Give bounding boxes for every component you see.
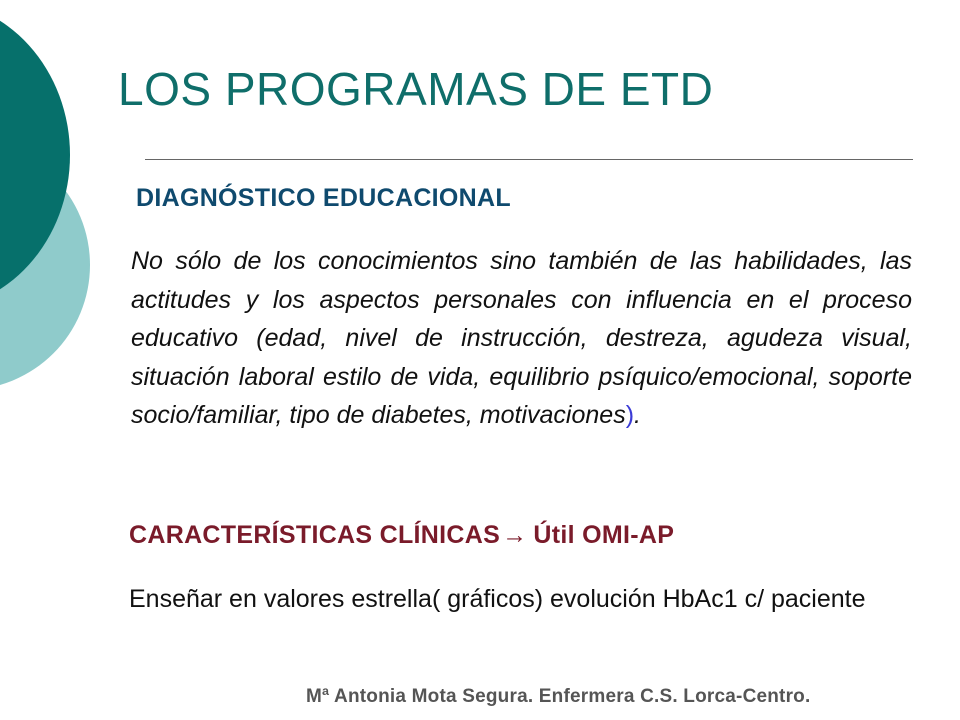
paragraph-closing-paren: ) (625, 401, 635, 430)
section-heading-diagnostico: DIAGNÓSTICO EDUCACIONAL (136, 184, 511, 212)
section-paragraph-diagnostico (131, 242, 912, 435)
heading-text-pre: CARACTERÍSTICAS CLÍNICAS (129, 521, 501, 549)
title-divider (145, 159, 913, 160)
slide-footer-author: Mª Antonia Mota Segura. Enfermera C.S. Lorca-Centro. (306, 686, 811, 707)
slide-title: LOS PROGRAMAS DE ETD (118, 63, 714, 115)
paragraph-text: No sólo de los conocimientos sino también de las habilidades, las actitudes y los aspectos personales con influencia en el proceso educativo (edad, nivel de instrucción, destreza, agudeza visual, situación laboral estilo de vida, equilibrio psíquico/emocional, soporte socio/familiar, tipo de diabetes, motivaciones (131, 247, 912, 430)
section-heading-caracteristicas (129, 521, 674, 550)
section-body-caracteristicas: Enseñar en valores estrella( gráficos) evolución HbAc1 c/ paciente (129, 585, 866, 613)
paragraph-period: . (634, 401, 641, 430)
heading-text-post: Útil OMI-AP (533, 521, 675, 549)
arrow-right-icon: → (502, 521, 528, 549)
